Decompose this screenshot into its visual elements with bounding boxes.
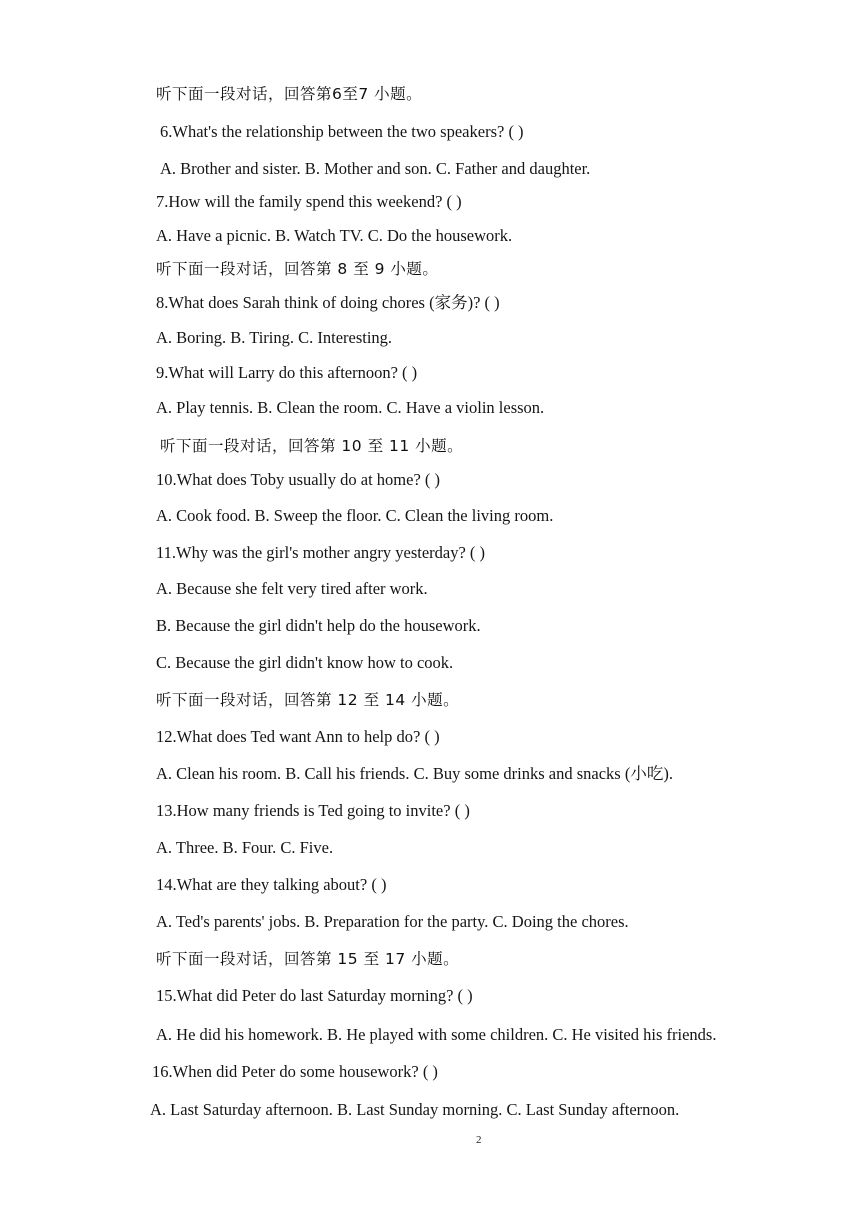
option-11-b: B. Because the girl didn't help do the housework. bbox=[156, 616, 481, 635]
question-10: 10.What does Toby usually do at home? ( ) bbox=[156, 470, 441, 489]
section-heading-10-11: 听下面一段对话，回答第 10 至 11 小题。 bbox=[160, 437, 464, 455]
options-10: A. Cook food. B. Sweep the floor. C. Clean the living room. bbox=[156, 506, 554, 525]
question-16: 16.When did Peter do some housework? ( ) bbox=[152, 1062, 438, 1081]
section-heading-8-9: 听下面一段对话，回答第 8 至 9 小题。 bbox=[156, 260, 439, 278]
options-12: A. Clean his room. B. Call his friends. C. Buy some drinks and snacks (小吃). bbox=[156, 764, 673, 783]
page-number: 2 bbox=[476, 1134, 482, 1146]
options-14: A. Ted's parents' jobs. B. Preparation for the party. C. Doing the chores. bbox=[156, 912, 629, 931]
section-heading-12-14: 听下面一段对话，回答第 12 至 14 小题。 bbox=[156, 691, 460, 709]
question-15: 15.What did Peter do last Saturday morning? ( ) bbox=[156, 986, 473, 1005]
section-heading-15-17: 听下面一段对话，回答第 15 至 17 小题。 bbox=[156, 950, 460, 968]
question-12: 12.What does Ted want Ann to help do? ( ) bbox=[156, 727, 440, 746]
options-9: A. Play tennis. B. Clean the room. C. Have a violin lesson. bbox=[156, 398, 545, 417]
question-9: 9.What will Larry do this afternoon? ( ) bbox=[156, 363, 418, 382]
options-13: A. Three. B. Four. C. Five. bbox=[156, 838, 334, 857]
options-7: A. Have a picnic. B. Watch TV. C. Do the housework. bbox=[156, 226, 513, 245]
options-16: A. Last Saturday afternoon. B. Last Sunday morning. C. Last Sunday afternoon. bbox=[150, 1100, 680, 1119]
question-8: 8.What does Sarah think of doing chores (家务)? ( ) bbox=[156, 293, 500, 312]
question-6: 6.What's the relationship between the two speakers? ( ) bbox=[160, 122, 524, 141]
options-8: A. Boring. B. Tiring. C. Interesting. bbox=[156, 328, 393, 347]
options-6: A. Brother and sister. B. Mother and son. C. Father and daughter. bbox=[160, 159, 591, 178]
option-11-c: C. Because the girl didn't know how to cook. bbox=[156, 653, 454, 672]
question-13: 13.How many friends is Ted going to invite? ( ) bbox=[156, 801, 470, 820]
option-11-a: A. Because she felt very tired after work. bbox=[156, 579, 428, 598]
question-11: 11.Why was the girl's mother angry yesterday? ( ) bbox=[156, 543, 486, 562]
section-heading-6-7: 听下面一段对话，回答第6至7 小题。 bbox=[156, 85, 423, 103]
question-14: 14.What are they talking about? ( ) bbox=[156, 875, 387, 894]
options-15: A. He did his homework. B. He played with some children. C. He visited his friends. bbox=[156, 1025, 717, 1044]
question-7: 7.How will the family spend this weekend? ( ) bbox=[156, 192, 462, 211]
